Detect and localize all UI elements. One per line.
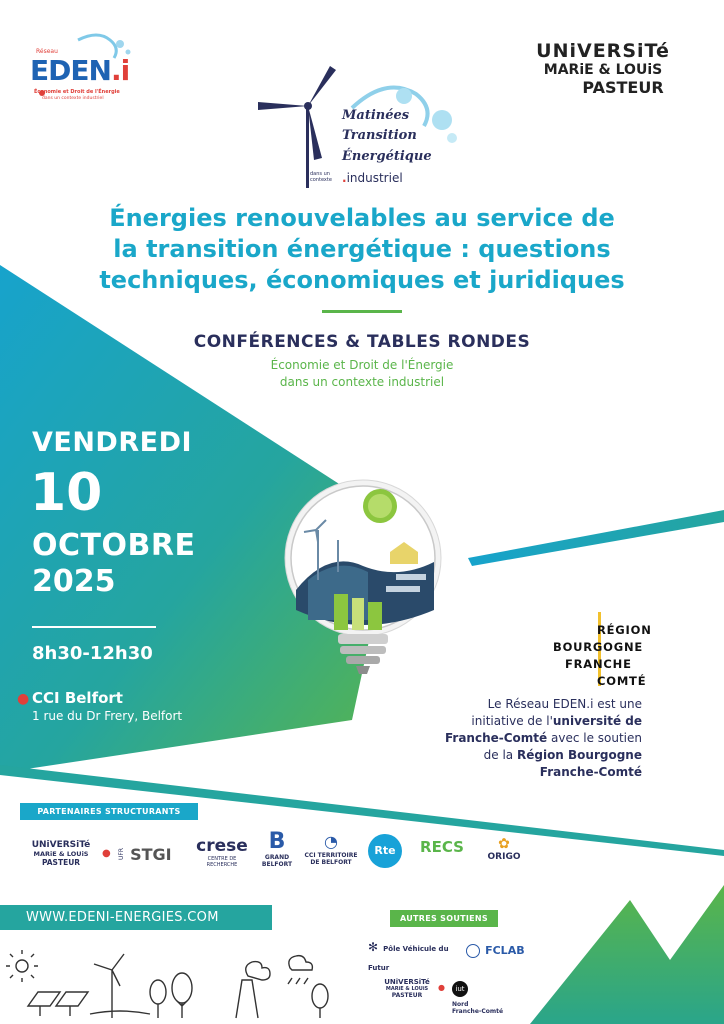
- eden-reseau: Réseau: [36, 48, 58, 55]
- sun-icon: [6, 950, 38, 982]
- autres-univ-line-1: UNiVERSiTé: [384, 978, 430, 986]
- partner-cci-1: CCI TERRITOIRE: [304, 852, 358, 859]
- partner-crese-logo: [192, 836, 252, 868]
- mte-industriel-text: industriel: [346, 171, 403, 185]
- eden-info-line-5: [440, 764, 642, 781]
- eden-info-line-1: Le Réseau EDEN.i est une: [487, 697, 642, 711]
- universite-line-1: UNiVERSiTé: [536, 40, 670, 62]
- partner-grand-belfort-logo: [260, 830, 294, 868]
- eden-info-p2: initiative de l': [471, 714, 553, 728]
- partner-universite-logo: [28, 840, 94, 867]
- title-divider: [322, 310, 402, 313]
- autres-soutiens-label: AUTRES SOUTIENS: [390, 910, 498, 927]
- conferences-heading: CONFÉRENCES & TABLES RONDES: [193, 332, 531, 352]
- partner-ufr: UFR: [118, 848, 125, 861]
- date-divider: [32, 626, 156, 628]
- title-line-1: Énergies renouvelables au service de: [109, 204, 615, 232]
- eden-info-line-2: [440, 713, 642, 730]
- eden-info-p3b: Franche-Comté: [444, 731, 548, 745]
- eden-tagline-1: Économie et Droit de l'Énergie: [34, 89, 120, 95]
- event-day: VENDREDI: [32, 427, 193, 458]
- eden-info-text: [440, 696, 642, 781]
- mte-line-3: Énergétique: [342, 149, 432, 164]
- universite-line-2: MARiE & LOUiS: [543, 62, 663, 78]
- partner-crese-sub: CENTRE DE RECHERCHE: [206, 856, 238, 868]
- eden-info-line-4: [440, 747, 642, 764]
- event-month: OCTOBRE: [32, 528, 196, 563]
- website-link[interactable]: WWW.EDENI-ENERGIES.COM: [26, 910, 219, 925]
- mte-dot: .: [342, 171, 347, 185]
- page-title: [90, 203, 634, 296]
- cci-icon: ◔: [324, 832, 338, 851]
- partner-origo-logo: [484, 836, 524, 862]
- partner-univ-line-1: UNiVERSiTé: [31, 840, 91, 850]
- fclab-name: FCLAB: [485, 944, 525, 957]
- eden-info-line-3: [440, 730, 642, 747]
- subtheme-line-1: Économie et Droit de l'Énergie: [270, 358, 454, 372]
- pole-vehicule-name: Pôle Véhicule du Futur: [368, 945, 449, 972]
- partner-univ-line-3: PASTEUR: [41, 858, 81, 867]
- event-date: 10: [30, 463, 103, 523]
- event-year: 2025: [32, 564, 116, 599]
- mte-industriel: [342, 171, 403, 185]
- partner-separator-dot: ●: [102, 848, 111, 859]
- eden-info-p5b: Franche-Comté: [539, 765, 642, 779]
- eden-dot: .i: [110, 54, 130, 87]
- tree-small-icon: [312, 984, 328, 1018]
- origo-icon: ✿: [498, 836, 510, 852]
- region-logo: [553, 622, 652, 690]
- eden-tagline-2: dans un contexte industriel: [42, 96, 104, 101]
- partner-stgi-logo: [118, 844, 176, 864]
- eden-name-text: EDEN: [30, 54, 111, 87]
- partner-rte-logo: Rte: [368, 834, 402, 868]
- eden-info-p2b: université de: [552, 714, 642, 728]
- partner-crese-name: crese: [196, 836, 248, 856]
- partner-cci-2: DE BELFORT: [310, 859, 352, 866]
- event-time: 8h30-12h30: [32, 643, 153, 664]
- trees-icon: [150, 973, 192, 1018]
- partner-cci-logo: [300, 832, 362, 866]
- event-address: 1 rue du Dr Frery, Belfort: [32, 709, 183, 723]
- partner-stgi: STGI: [130, 845, 172, 864]
- universite-line-3: PASTEUR: [582, 78, 664, 97]
- event-venue: CCI Belfort: [32, 689, 123, 707]
- lightbulb-illustration: [268, 470, 458, 680]
- mte-line-1: Matinées: [342, 108, 410, 123]
- eden-name: [30, 54, 129, 87]
- region-line-1: RÉGION: [597, 623, 652, 637]
- partner-recs-logo: RECS: [420, 838, 464, 856]
- region-line-2: BOURGOGNE: [553, 640, 644, 654]
- iut-badge: iut: [452, 981, 468, 997]
- factory-cloud-icon: [236, 956, 312, 1018]
- autres-univ-line-3: PASTEUR: [391, 992, 423, 999]
- footer-illustrations: [0, 940, 724, 1024]
- mte-context: dans un contexte: [310, 171, 332, 183]
- region-line-3: FRANCHE: [565, 657, 632, 671]
- wind-turbine-line-icon: [90, 954, 150, 1018]
- pole-vehicule-icon: ✻: [368, 940, 379, 954]
- grand-belfort-b-icon: B: [268, 829, 286, 854]
- nfc-line-1: Nord: [452, 1000, 469, 1008]
- location-pin-icon: ●: [17, 691, 30, 707]
- partner-belfort-2: BELFORT: [261, 861, 293, 868]
- eden-info-p4b: Région Bourgogne: [516, 748, 642, 762]
- title-line-2: la transition énergétique : questions: [113, 235, 611, 263]
- region-line-4: COMTÉ: [597, 674, 647, 688]
- universite-logo: [518, 40, 688, 97]
- partner-belfort-1: GRAND: [264, 854, 290, 861]
- partners-label: PARTENAIRES STRUCTURANTS: [20, 803, 198, 820]
- mte-line-2: Transition: [342, 128, 417, 143]
- nfc-line-2: Franche-Comté: [452, 1007, 504, 1015]
- eden-info-p3: avec le soutien: [547, 731, 642, 745]
- subtheme-line-2: dans un contexte industriel: [279, 375, 445, 389]
- partner-univ-line-2: MARiE & LOUiS: [33, 850, 89, 858]
- solar-panels-icon: [28, 992, 88, 1016]
- autres-separator-dot: ●: [438, 983, 445, 992]
- eden-info-p4: de la: [483, 748, 517, 762]
- autres-univ-line-2: MARiE & LOUiS: [385, 986, 429, 992]
- title-line-3: techniques, économiques et juridiques: [99, 266, 625, 294]
- subtheme: [212, 357, 512, 391]
- partner-origo-name: ORIGO: [487, 852, 521, 862]
